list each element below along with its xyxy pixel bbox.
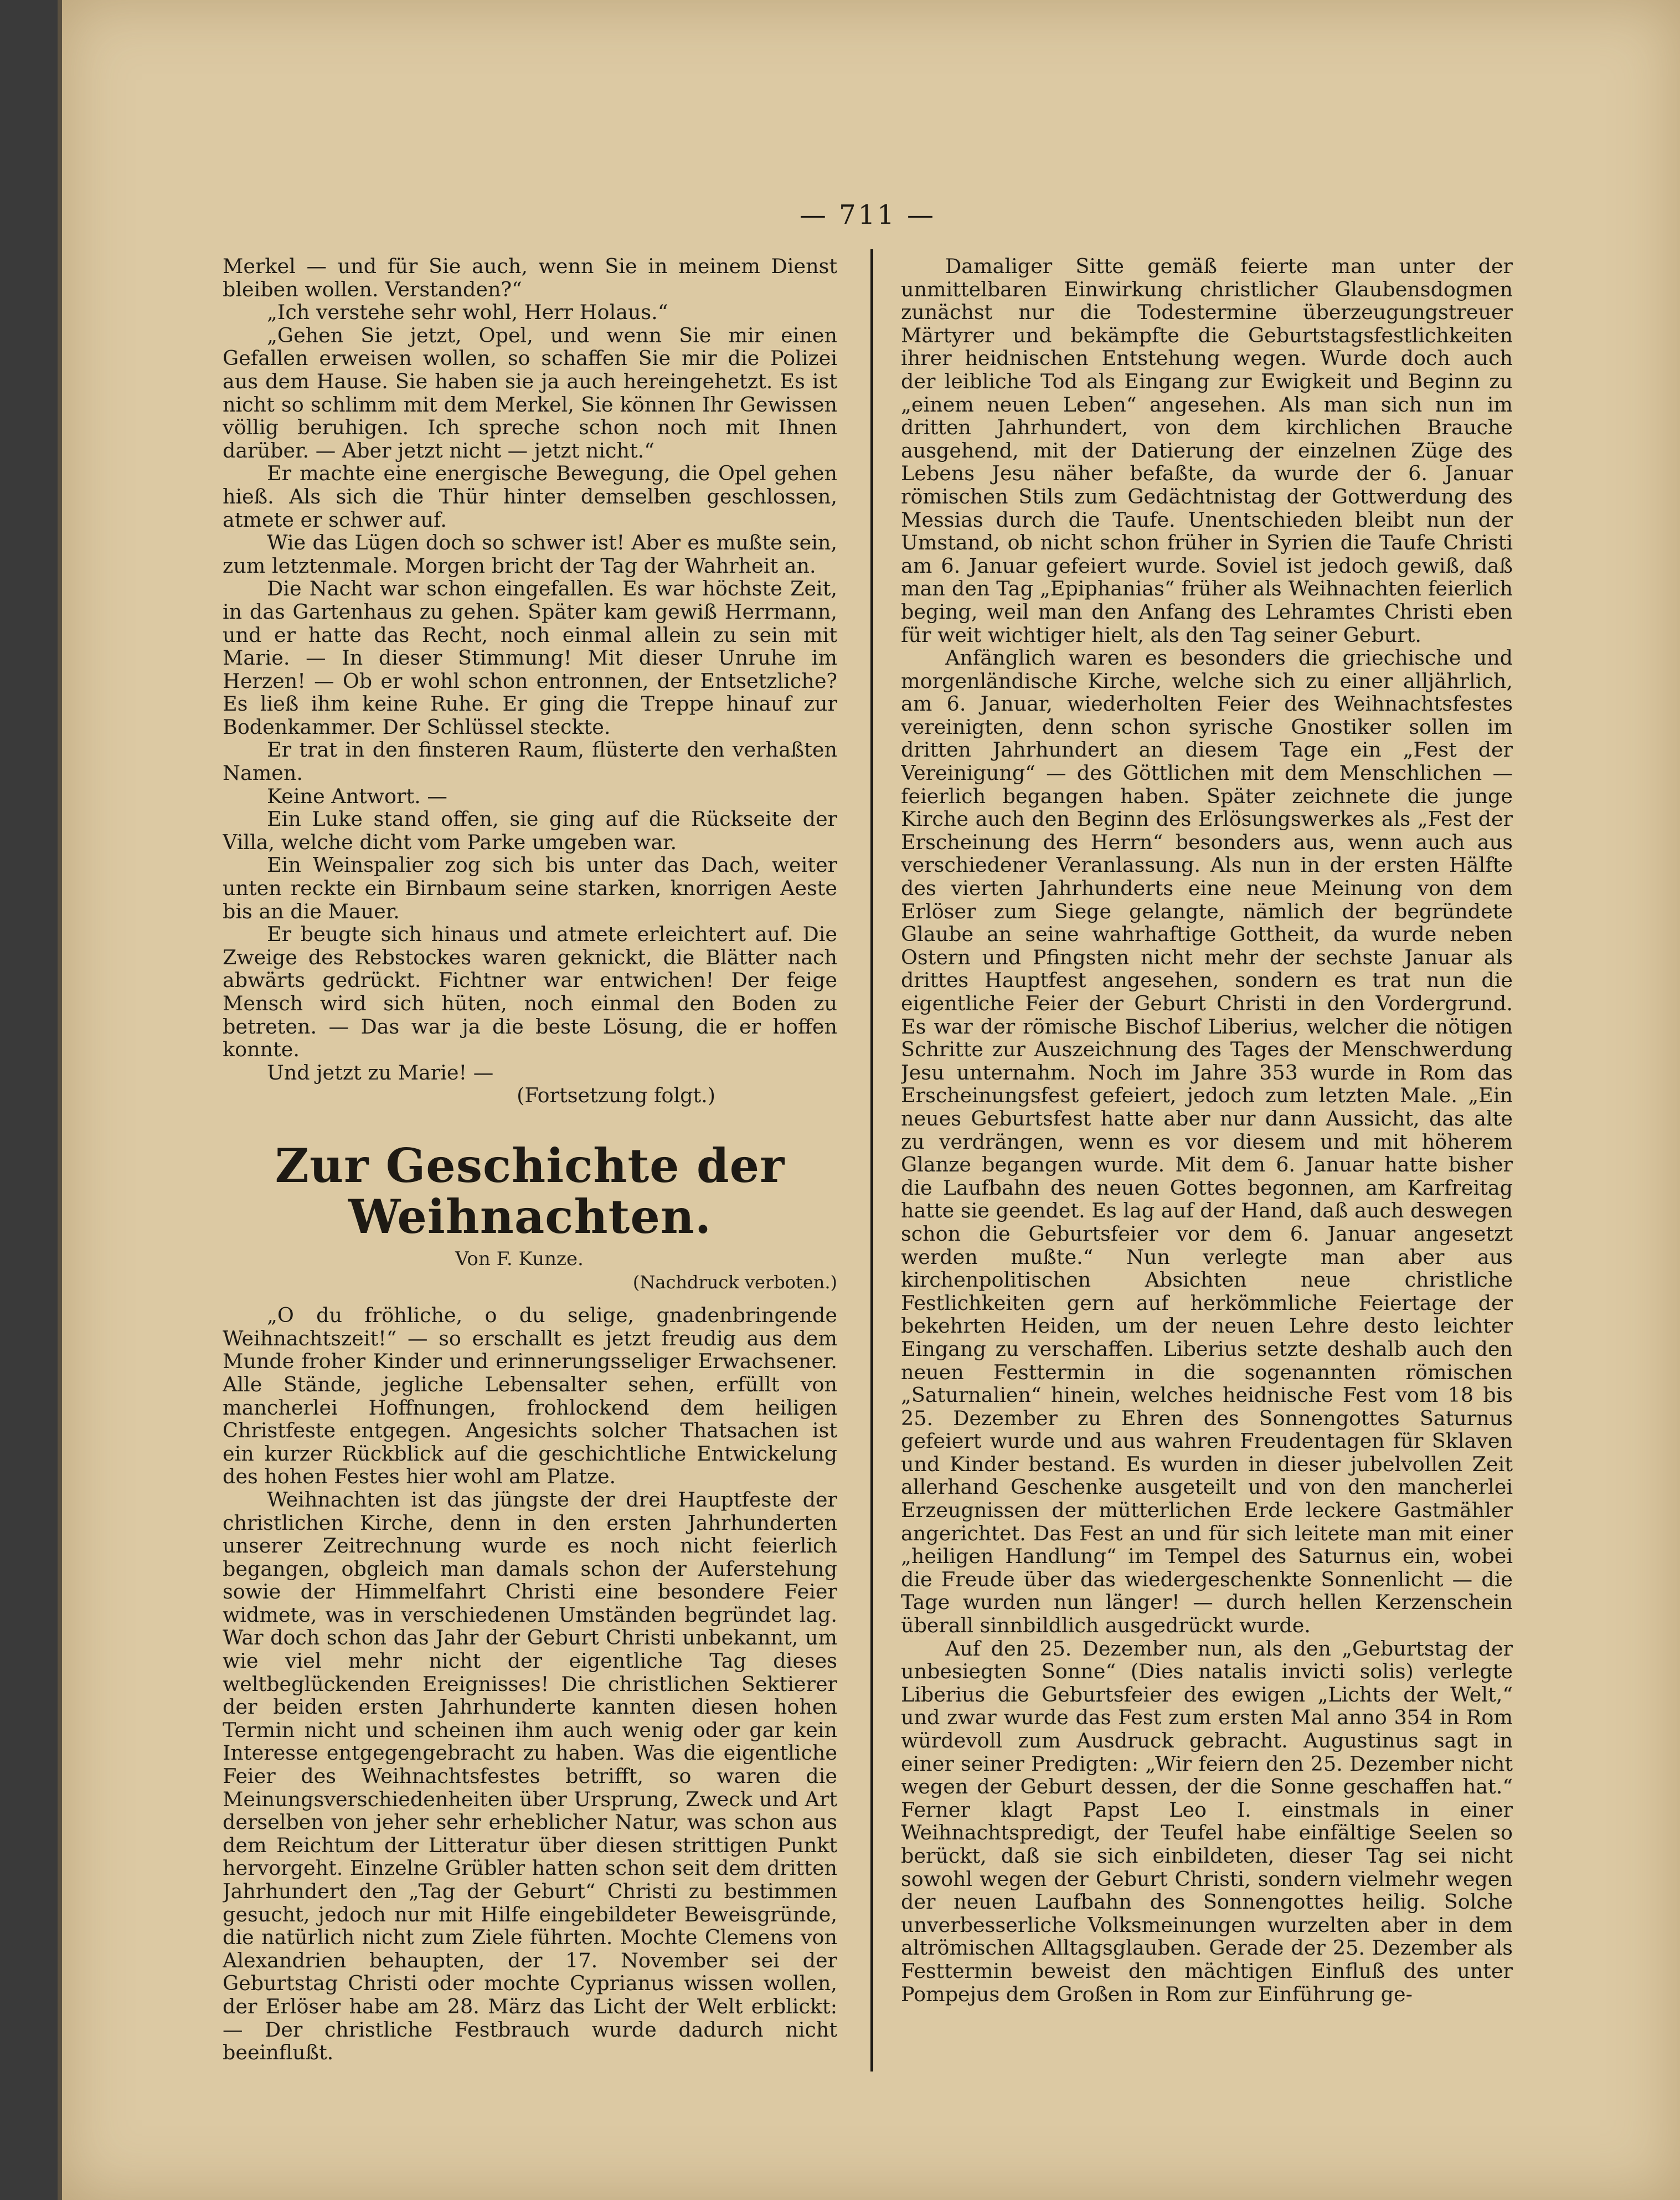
column-divider [870, 249, 873, 2072]
story-paragraph: Wie das Lügen doch so schwer ist! Aber es mußte sein, zum letztenmale. Morgen bricht der Tag der Wahrheit an. [223, 531, 837, 578]
story-paragraph: Er trat in den finsteren Raum, flüsterte den verhaßten Namen. [223, 738, 837, 785]
article-paragraph: „O du fröhliche, o du selige, gnadenbringende Weihnachtszeit!“ — so erschallt es jetzt freudig aus dem Munde froher Kinder und erinnerungsseliger Erwachsener. Alle Stände, jegliche Lebensalter sehen, erfüllt von mancherlei Hoffnungen, frohlockend dem heiligen Christfeste entgegen. Angesichts solcher Thatsachen ist ein kurzer Rückblick auf die geschichtliche Entwickelung des hohen Festes hier wohl am Platze. [223, 1303, 837, 1489]
page-content [223, 199, 1513, 2099]
story-paragraph: „Ich verstehe sehr wohl, Herr Holaus.“ [267, 300, 668, 325]
story-paragraph: Ein Weinspalier zog sich bis unter das Dach, weiter unten reckte ein Birnbaum seine starken, knorrigen Aeste bis an die Mauer. [223, 853, 837, 923]
article-paragraph: Anfänglich waren es besonders die griechische und morgenländische Kirche, welche sich zu einer alljährlich, am 6. Januar, wiederholten Feier des Weihnachtsfestes vereinigten, denn schon syrische Gnostiker sollen im dritten Jahrhundert an diesem Tage ein „Fest der Vereinigung“ — des Göttlichen mit dem Menschlichen — feierlich begangen haben. Später zeichnete die junge Kirche auch den Beginn des Erlösungswerkes als „Fest der Erscheinung des Herrn“ besonders aus, wenn auch aus verschiedener Veranlassung. Als nun in der ersten Hälfte des vierten Jahrhunderts eine neue Meinung von dem Erlöser zum Siege gelangte, nämlich der begründete Glaube an seine wahrhaftige Gottheit, da wurde neben Ostern und Pfingsten nicht mehr der sechste Januar als drittes Hauptfest angesehen, sondern es trat nun die eigentliche Feier der Geburt Christi in den Vordergrund. Es war der römische Bischof Liberius, welcher die nötigen Schritte zur Auszeichnung des Tages der Menschwerdung Jesu unternahm. Noch im Jahre 353 wurde in Rom das Erscheinungsfest gefeiert, jedoch zum letzten Male. „Ein neues Geburtsfest hatte aber nur dann Aussicht, das alte zu verdrängen, wenn es vor diesem und mit höherem Glanze begangen wurde. Mit dem 6. Januar hatte bisher die Laufbahn des neuen Gottes begonnen, am Karfreitag hatte sie geendet. Es lag auf der Hand, daß auch deswegen schon die Geburtsfeier vor dem 6. Januar angesetzt werden mußte.“ Nun verlegte man aber aus kirchenpolitischen Absichten neue christliche Festlichkeiten gern auf herkömmliche Feiertage der bekehrten Heiden, um der neuen Lehre desto leichter Eingang zu verschaffen. Liberius setzte deshalb auch den neuen Festtermin in die sogenannten römischen „Saturnalien“ hinein, welches heidnische Fest vom 18 bis 25. Dezember zu Ehren des Sonnengottes Saturnus gefeiert wurde und aus wahren Freudentagen für Sklaven und Kinder bestand. Es wurden in dieser jubelvollen Zeit allerhand Geschenke ausgeteilt und von den mancherlei Erzeugnissen der mütterlichen Erde leckere Gastmähler angerichtet. Das Fest an und für sich leitete man mit einer „heiligen Handlung“ im Tempel des Saturnus ein, wobei die Freude über das wiedergeschenkte Sonnenlicht — die Tage wurden nun länger! — durch hellen Kerzenschein überall sinnbildlich ausgedrückt wurde. [901, 646, 1513, 1638]
scanner-background [0, 0, 58, 2200]
story-paragraph: Er beugte sich hinaus und atmete erleichtert auf. Die Zweige des Rebstockes waren geknickt, die Blätter nach abwärts gedrückt. Fichtner war entwichen! Der feige Mensch wird sich hüten, noch einmal den Boden zu betreten. — Das war ja die beste Lösung, die er hoffen konnte. [223, 922, 837, 1062]
story-paragraph: „Gehen Sie jetzt, Opel, und wenn Sie mir einen Gefallen erweisen wollen, so schaffen Sie mir die Polizei aus dem Hause. Sie haben sie ja auch hereingehetzt. Es ist nicht so schlimm mit dem Merkel, Sie können Ihr Gewissen völlig beruhigen. Ich spreche schon noch mit Ihnen darüber. — Aber jetzt nicht — jetzt nicht.“ [223, 323, 837, 462]
article-byline: Von F. Kunze. [455, 1247, 584, 1270]
article-paragraph: Weihnachten ist das jüngste der drei Hauptfeste der christlichen Kirche, denn in den ersten Jahrhunderten unserer Zeitrechnung wurde es noch nicht feierlich begangen, obgleich man damals schon der Auferstehung sowie der Himmelfahrt Christi eine besondere Feier widmete, was in verschiedenen Umständen begründet lag. War doch schon das Jahr der Geburt Christi unbekannt, um wie viel mehr nicht der eigentliche Tag dieses weltbeglückenden Ereignisses! Die christlichen Sektierer der beiden ersten Jahrhunderte kannten diesen hohen Termin nicht und scheinen ihm auch wenig oder gar kein Interesse entgegengebracht zu haben. Was die eigentliche Feier des Weihnachtsfestes betrifft, so waren die Meinungsverschiedenheiten über Ursprung, Zweck und Art derselben von jeher sehr erheblicher Natur, was schon aus dem Reichtum der Litteratur über diesen strittigen Punkt hervorgeht. Einzelne Grübler hatten schon seit dem dritten Jahrhundert den „Tag der Geburt“ Christi zu bestimmen gesucht, jedoch nur mit Hilfe eingebildeter Beweisgründe, die natürlich nicht zum Ziele führten. Mochte Clemens von Alexandrien behaupten, der 17. November sei der Geburtstag Christi oder mochte Cyprianus wissen wollen, der Erlöser habe am 28. März das Licht der Welt erblickt: — Der christliche Festbrauch wurde dadurch nicht beeinflußt. [223, 1487, 837, 2065]
story-paragraph: Und jetzt zu Marie! — [267, 1060, 494, 1084]
story-paragraph: Ein Luke stand offen, sie ging auf die Rückseite der Villa, welche dicht vom Parke umgeben war. [223, 807, 837, 854]
article-paragraph: Auf den 25. Dezember nun, als den „Geburtstag der unbesiegten Sonne“ (Dies natalis invicti solis) verlegte Liberius die Geburtsfeier des ewigen „Lichts der Welt,“ und zwar wurde das Fest zum ersten Mal anno 354 in Rom würdevoll zum Ausdruck gebracht. Augustinus sagt in einer seiner Predigten: „Wir feiern den 25. Dezember nicht wegen der Geburt dessen, der die Sonne geschaffen hat.“ Ferner klagt Papst Leo I. einstmals in einer Weihnachtspredigt, der Teufel habe einfältige Seelen so berückt, daß sie sich einbildeten, dieser Tag sei nicht sowohl wegen der Geburt Christi, sondern vielmehr wegen der neuen Laufbahn des Sonnengottes heilig. Solche unverbesserliche Volksmeinungen wurzelten aber in dem altrömischen Alltagsglauben. Gerade der 25. Dezember als Festtermin beweist den mächtigen Einfluß des unter Pompejus dem Großen in Rom zur Einführung ge- [901, 1636, 1513, 2006]
article-headline: Zur Geschichte der Weihnachten. [275, 1138, 785, 1244]
story-paragraph: Die Nacht war schon eingefallen. Es war höchste Zeit, in das Gartenhaus zu gehen. Später kam gewiß Herrmann, und er hatte das Recht, noch einmal allein zu sein mit Marie. — In dieser Stimmung! Mit dieser Unruhe im Herzen! — Ob er wohl schon entronnen, der Entsetzliche? Es ließ ihm keine Ruhe. Er ging die Treppe hinauf zur Bodenkammer. Der Schlüssel steckte. [223, 577, 837, 739]
newspaper-page [62, 0, 1680, 2200]
story-paragraph: Keine Antwort. — [267, 784, 447, 808]
continuation-note: (Fortsetzung folgt.) [517, 1083, 715, 1108]
story-paragraph: Merkel — und für Sie auch, wenn Sie in meinem Dienst bleiben wollen. Verstanden?“ [223, 255, 837, 301]
page-number: — 711 — [799, 199, 936, 230]
story-paragraph: Er machte eine energische Bewegung, die Opel gehen hieß. Als sich die Thür hinter demselben geschlossen, atmete er schwer auf. [223, 461, 837, 532]
reprint-note: (Nachdruck verboten.) [632, 1271, 837, 1293]
article-paragraph: Damaliger Sitte gemäß feierte man unter der unmittelbaren Einwirkung christlicher Glaubensdogmen zunächst nur die Todestermine überzeugungstreuer Märtyrer und bekämpfte die Geburtstagsfestlichkeiten ihrer heidnischen Entstehung wegen. Wurde doch auch der leibliche Tod als Eingang zur Ewigkeit und Beginn zu „einem neuen Leben“ angesehen. Als man sich nun im dritten Jahrhundert, von dem kirchlichen Brauche ausgehend, mit der Datierung der einzelnen Züge des Lebens Jesu näher befaßte, da wurde der 6. Januar römischen Stils zum Gedächtnistag der Gottwerdung des Messias durch die Taufe. Unentschieden bleibt nun der Umstand, ob nicht schon früher in Syrien die Taufe Christi am 6. Januar gefeiert wurde. Soviel ist jedoch gewiß, daß man den Tag „Epiphanias“ früher als Weihnachten feierlich beging, weil man den Anfang des Lehramtes Christi eben für weit wichtiger hielt, als den Tag seiner Geburt. [901, 255, 1513, 647]
right-column [901, 255, 1513, 2094]
left-column [223, 255, 837, 2094]
